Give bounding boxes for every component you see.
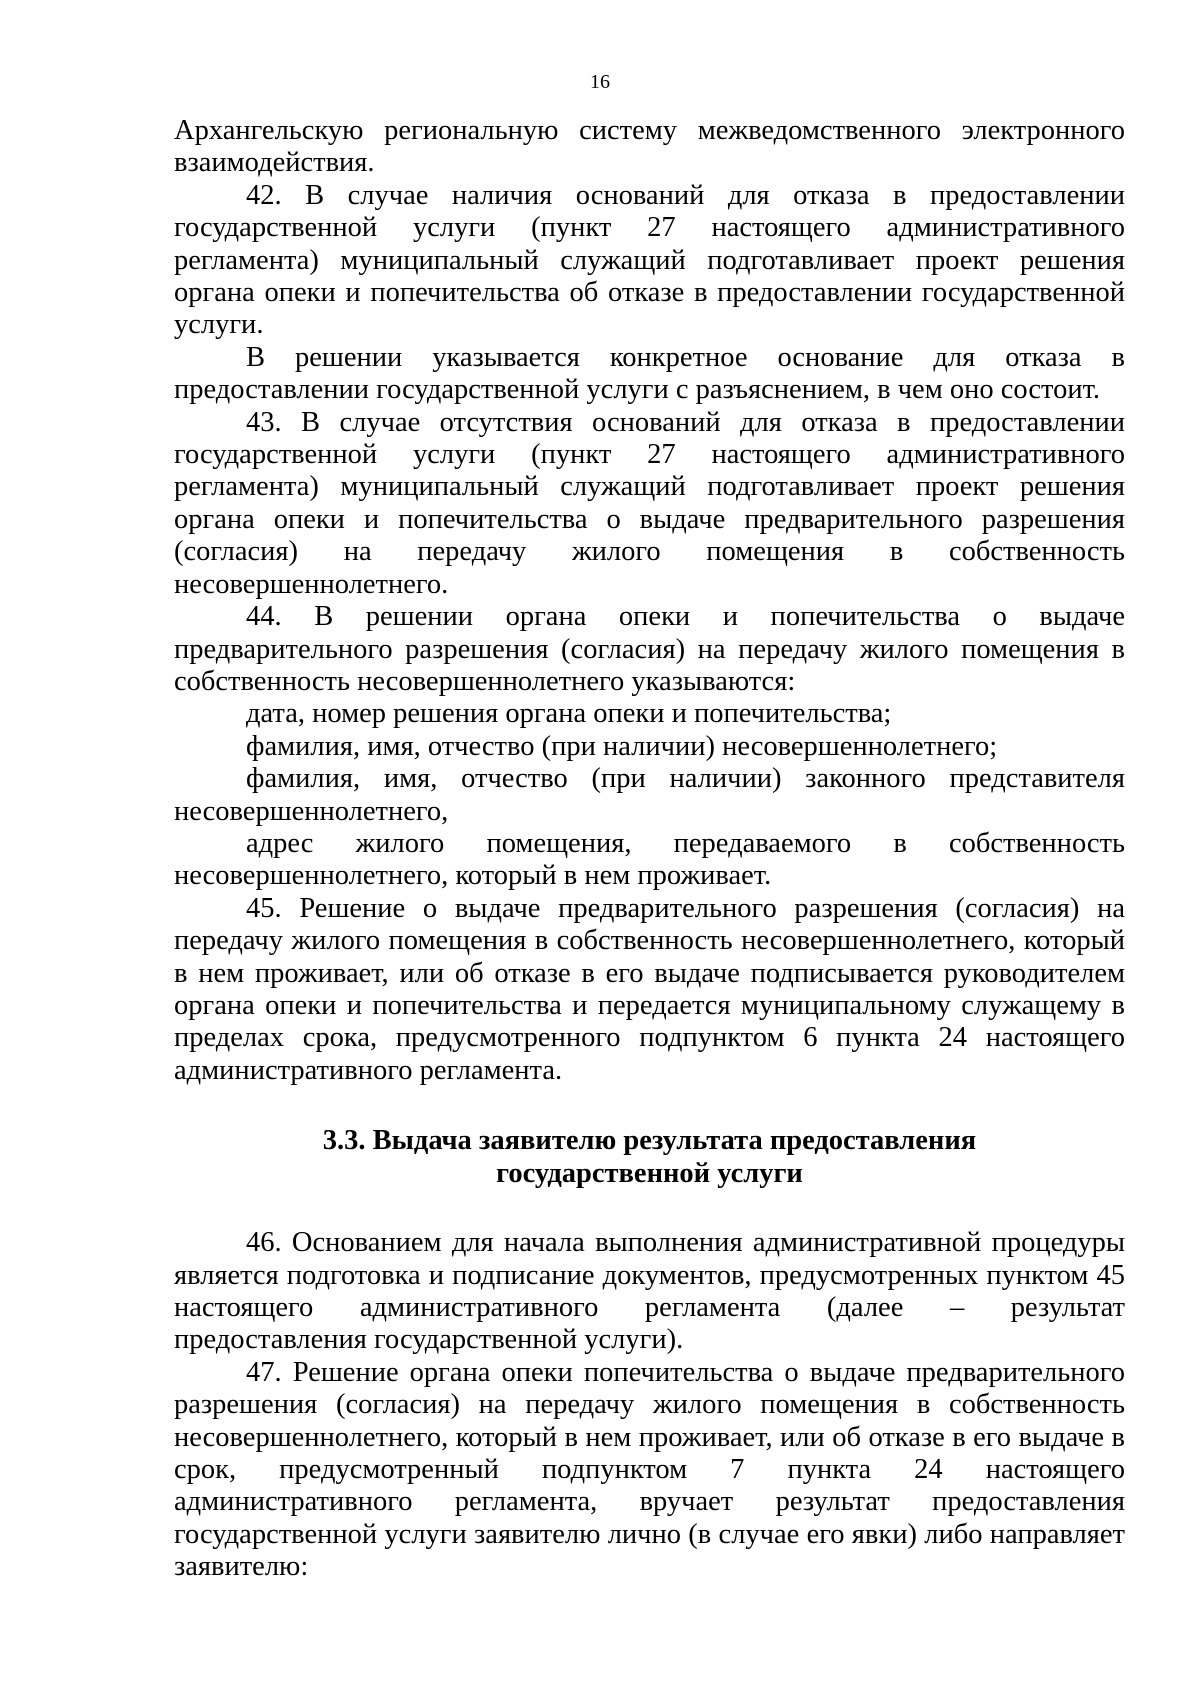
paragraph-decision-basis: В решении указывается конкретное основание для отказа в предоставлении государственной услуги с разъяснением, в чем оно состоит. xyxy=(174,341,1125,406)
paragraph-47: 47. Решение органа опеки попечительства о выдаче предварительного разрешения (согласия) на передачу жилого помещения в собственность несовершеннолетнего, который в нем проживает, или об отказе в его выдаче в срок, предусмотренный подпунктом 7 пункта 24 настоящего административного регламента, вручает результат предоставления государственной услуги заявителю лично (в случае его явки) либо направляет заявителю: xyxy=(174,1356,1125,1583)
section-heading-line-2: государственной услуги xyxy=(496,1158,803,1190)
section-heading xyxy=(174,1124,1125,1190)
paragraph-45: 45. Решение о выдаче предварительного разрешения (согласия) на передачу жилого помещения в собственность несовершеннолетнего, который в нем проживает, или об отказе в его выдаче подписывается руководителем органа опеки и попечительства и передается муниципальному служащему в пределах срока, предусмотренного подпунктом 6 пункта 24 настоящего административного регламента. xyxy=(174,892,1125,1086)
list-item-address: адрес жилого помещения, передаваемого в собственность несовершеннолетнего, который в нем проживает. xyxy=(174,827,1125,892)
list-item-decision-date: дата, номер решения органа опеки и попечительства; xyxy=(246,698,892,730)
page-number: 16 xyxy=(590,71,610,93)
list-item-minor-name: фамилия, имя, отчество (при наличии) несовершеннолетнего; xyxy=(246,730,998,762)
paragraph-43: 43. В случае отсутствия оснований для отказа в предоставлении государственной услуги (пункт 27 настоящего административного регламента) муниципальный служащий подготавливает проект решения органа опеки и попечительства о выдаче предварительного разрешения (согласия) на передачу жилого помещения в собственность несовершеннолетнего. xyxy=(174,406,1125,600)
paragraph-46: 46. Основанием для начала выполнения административной процедуры является подготовка и подписание документов, предусмотренных пунктом 45 настоящего административного регламента (далее – результат предоставления государственной услуги). xyxy=(174,1227,1125,1356)
document-body xyxy=(174,115,1125,1584)
section-heading-line-1: 3.3. Выдача заявителю результата предоставления xyxy=(322,1125,977,1157)
list-item-representative-name: фамилия, имя, отчество (при наличии) законного представителя несовершеннолетнего, xyxy=(174,763,1125,827)
paragraph-44: 44. В решении органа опеки и попечительства о выдаче предварительного разрешения (согласия) на передачу жилого помещения в собственность несовершеннолетнего указываются: xyxy=(174,601,1125,697)
paragraph-42: 42. В случае наличия оснований для отказа в предоставлении государственной услуги (пункт 27 настоящего административного регламента) муниципальный служащий подготавливает проект решения органа опеки и попечительства об отказе в предоставлении государственной услуги. xyxy=(174,179,1125,341)
paragraph-continuation: Архангельскую региональную систему межведомственного электронного взаимодействия. xyxy=(174,115,1125,179)
